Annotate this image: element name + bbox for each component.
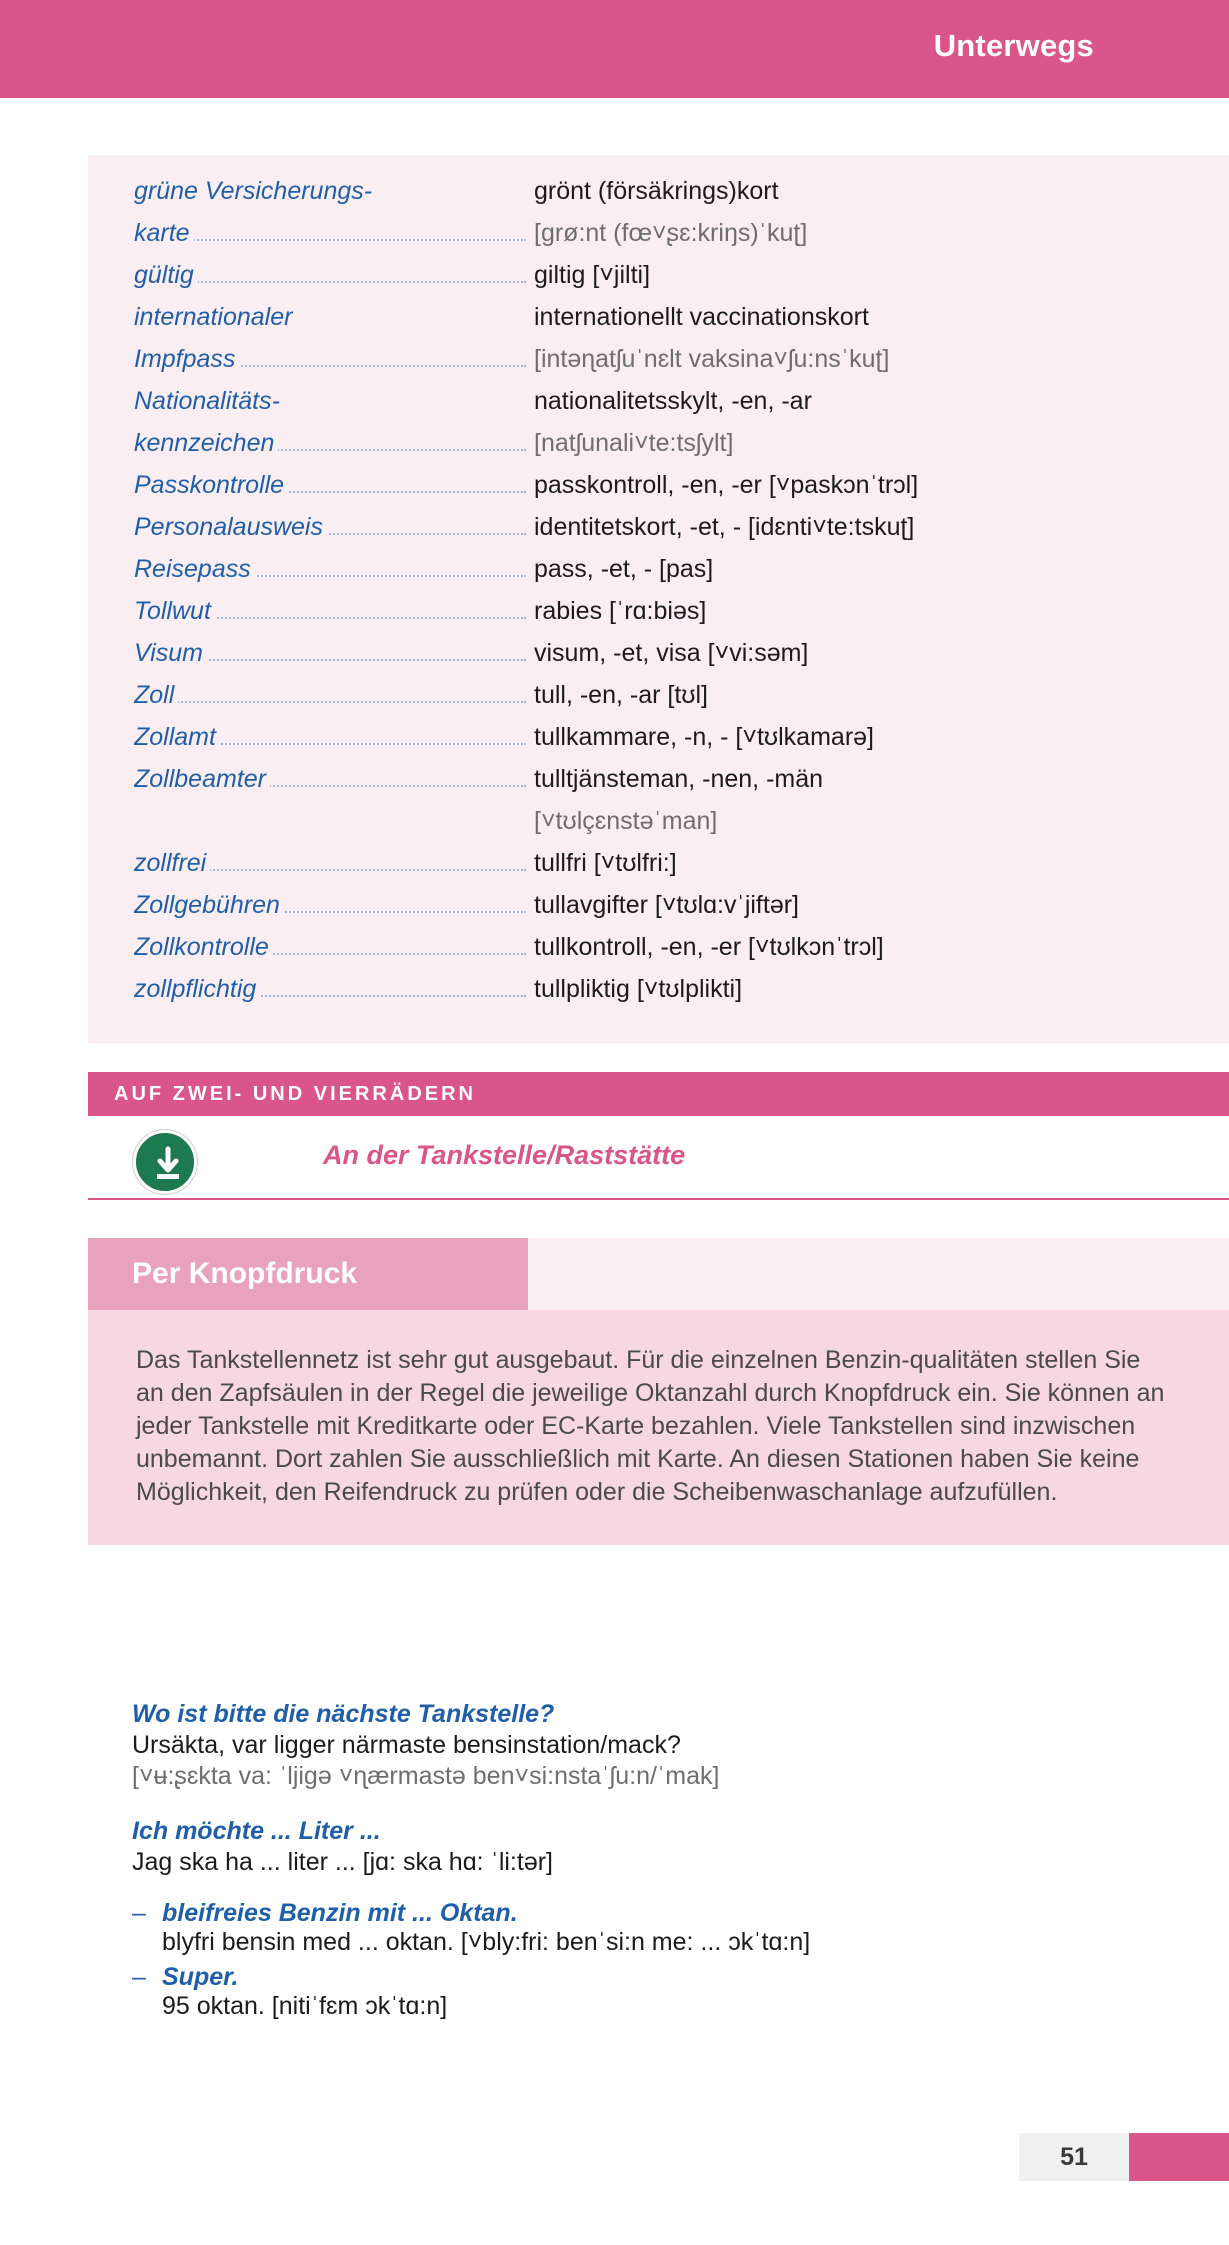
vocab-term-sv: [˅tʊlçɛnstəˈman] (534, 807, 718, 835)
vocab-row (88, 555, 1229, 597)
info-box-text: Das Tankstellennetz ist sehr gut ausgebaut. Für die einzelnen Benzin-qualitäten stellen Sie an den Zapfsäulen in der Regel die jeweilige Oktanzahl durch Knopfdruck ein. Sie können an jeder Tankstelle mit Kreditkarte oder EC-Karte bezahlen. Viele Tankstellen sind inzwischen unbemannt. Dort zahlen Sie ausschließlich mit Karte. An diesen Stationen haben Sie keine Möglichkeit, den Reifendruck zu prüfen oder die Scheibenwaschanlage aufzufüllen. (136, 1346, 1165, 1506)
vocab-term-de (134, 807, 534, 836)
vocab-row (88, 303, 1229, 345)
info-box-body (88, 1310, 1229, 1545)
bullet-answer-1: blyfri bensin med ... oktan. [˅bly:fri: benˈsi:n me: ... ɔkˈtɑ:n] (162, 1928, 811, 1956)
vocab-term-de (134, 849, 534, 878)
bullet-label-1: bleifreies Benzin mit ... Oktan. (162, 1899, 518, 1927)
dialogue-section (88, 1700, 1229, 2027)
vocab-term-de (134, 177, 534, 206)
vocab-term-de (134, 219, 534, 248)
vocab-term-de (134, 723, 534, 752)
vocab-term-de-text: Tollwut (134, 597, 215, 625)
page-header (0, 0, 1229, 98)
subsection-header (88, 1128, 1229, 1198)
vocab-term-sv: identitetskort, -et, - [idɛnti˅te:tskuʈ] (534, 513, 915, 541)
vocab-term-de-text: Passkontrolle (134, 471, 288, 499)
vocab-row (88, 177, 1229, 219)
info-box-top-strip (528, 1238, 1229, 1310)
page-title: Unterwegs (933, 28, 1094, 63)
dialogue-bullet-2 (132, 1963, 1229, 1992)
vocab-term-de-text: Zollgebühren (134, 891, 284, 919)
vocab-term-de-text: Reisepass (134, 555, 255, 583)
bullet-dash-2: – (132, 1963, 146, 1991)
vocab-row (88, 429, 1229, 471)
vocab-term-de-text: Visum (134, 639, 207, 667)
vocab-term-de (134, 639, 534, 668)
vocab-term-sv: tullkammare, -n, - [˅tʊlkamarə] (534, 723, 874, 751)
vocab-row (88, 219, 1229, 261)
vocab-term-de (134, 471, 534, 500)
vocab-term-de (134, 975, 534, 1004)
vocab-term-de (134, 891, 534, 920)
vocabulary-panel (88, 155, 1229, 1043)
vocab-term-de (134, 765, 534, 794)
vocab-term-sv: rabies [ˈrɑ:biəs] (534, 597, 707, 625)
vocab-term-sv: visum, -et, visa [˅vi:səm] (534, 639, 809, 667)
dialogue-question-2: Ich möchte ... Liter ... (132, 1817, 381, 1845)
info-box-tab-label: Per Knopfdruck (132, 1257, 358, 1290)
vocab-term-de (134, 933, 534, 962)
vocab-row (88, 261, 1229, 303)
vocab-term-de-text: Zollkontrolle (134, 933, 273, 961)
vocab-term-sv: [grø:nt (fœ˅ʂɛ:kriŋs)ˈkuʈ] (534, 219, 808, 247)
vocab-term-de (134, 345, 534, 374)
vocab-term-de-text: zollfrei (134, 849, 210, 877)
vocab-term-sv: grönt (försäkrings)kort (534, 177, 779, 205)
vocab-term-de-text: Nationalitäts- (134, 387, 284, 415)
vocab-row (88, 597, 1229, 639)
audio-download-icon[interactable] (133, 1130, 197, 1194)
vocab-term-de-text (134, 807, 138, 835)
vocab-row (88, 891, 1229, 933)
page-number: 51 (1019, 2133, 1129, 2181)
dialogue-question-1: Wo ist bitte die nächste Tankstelle? (132, 1700, 555, 1728)
vocab-row (88, 933, 1229, 975)
subsection-title: An der Tankstelle/Raststätte (323, 1140, 686, 1170)
vocab-term-de (134, 261, 534, 290)
bullet-label-2: Super. (162, 1963, 239, 1991)
vocab-term-sv: [intəɳatʃuˈnɛlt vaksina˅ʃu:nsˈkuʈ] (534, 345, 890, 373)
vocab-row (88, 975, 1229, 1017)
subsection-rule (88, 1198, 1229, 1200)
vocab-row (88, 723, 1229, 765)
vocab-term-de-text: Zollamt (134, 723, 220, 751)
vocab-term-sv: internationellt vaccinationskort (534, 303, 869, 331)
vocab-term-de-text: Personalausweis (134, 513, 327, 541)
vocab-term-sv: tulltjänsteman, -nen, -män (534, 765, 824, 793)
vocab-row (88, 639, 1229, 681)
vocab-row (88, 471, 1229, 513)
vocab-term-de-text: gültig (134, 261, 198, 289)
info-box-tab (88, 1238, 528, 1310)
vocab-term-de (134, 597, 534, 626)
vocab-term-de (134, 681, 534, 710)
vocab-term-de-text: Impfpass (134, 345, 239, 373)
section-strip: AUF ZWEI- UND VIERRÄDERN (88, 1072, 1229, 1116)
vocab-term-sv: pass, -et, - [pas] (534, 555, 714, 583)
vocab-term-de (134, 303, 534, 332)
vocab-term-sv: tullkontroll, -en, -er [˅tʊlkɔnˈtrɔl] (534, 933, 884, 961)
dialogue-answer-1: Ursäkta, var ligger närmaste bensinstation/mack? (132, 1731, 681, 1759)
vocab-term-sv: passkontroll, -en, -er [˅paskɔnˈtrɔl] (534, 471, 919, 499)
vocab-row (88, 681, 1229, 723)
vocab-term-de (134, 429, 534, 458)
vocab-term-sv: nationalitetsskylt, -en, -ar (534, 387, 812, 415)
vocab-row (88, 387, 1229, 429)
vocab-row (88, 807, 1229, 849)
vocab-row (88, 345, 1229, 387)
vocab-term-sv: giltig [˅jilti] (534, 261, 651, 289)
bullet-dash-1: – (132, 1899, 146, 1927)
vocab-row (88, 765, 1229, 807)
footer-accent-block (1129, 2133, 1229, 2181)
vocab-term-sv: tullavgifter [˅tʊlɑ:vˈjiftər] (534, 891, 799, 919)
vocab-term-de (134, 555, 534, 584)
vocab-term-de (134, 513, 534, 542)
vocab-term-sv: [natʃunali˅te:tsʃylt] (534, 429, 734, 457)
download-arrow-icon (150, 1146, 186, 1184)
dialogue-bullet-1 (132, 1899, 1229, 1928)
vocab-term-de-text: Zollbeamter (134, 765, 270, 793)
vocab-row (88, 849, 1229, 891)
dialogue-answer-2: Jag ska ha ... liter ... [jɑ: ska hɑ: ˈli:tər] (132, 1848, 553, 1876)
vocab-row (88, 513, 1229, 555)
vocab-term-de-text: kennzeichen (134, 429, 278, 457)
vocab-term-de-text: zollpflichtig (134, 975, 260, 1003)
bullet-answer-2: 95 oktan. [nitiˈfɛm ɔkˈtɑ:n] (162, 1992, 448, 2020)
dialogue-ipa-1: [˅ʉ:ʂɛkta va: ˈljigə ˅ɳærmastə ben˅si:nstaˈʃu:n/ˈmak] (132, 1762, 720, 1790)
vocab-term-sv: tull, -en, -ar [tʊl] (534, 681, 708, 709)
vocab-term-sv: tullpliktig [˅tʊlplikti] (534, 975, 743, 1003)
vocab-term-de-text: internationaler (134, 303, 296, 331)
vocab-term-de-text: grüne Versicherungs- (134, 177, 376, 205)
vocab-term-de-text: Zoll (134, 681, 178, 709)
vocab-term-de-text: karte (134, 219, 194, 247)
vocab-term-sv: tullfri [˅tʊlfri:] (534, 849, 677, 877)
vocab-term-de (134, 387, 534, 416)
